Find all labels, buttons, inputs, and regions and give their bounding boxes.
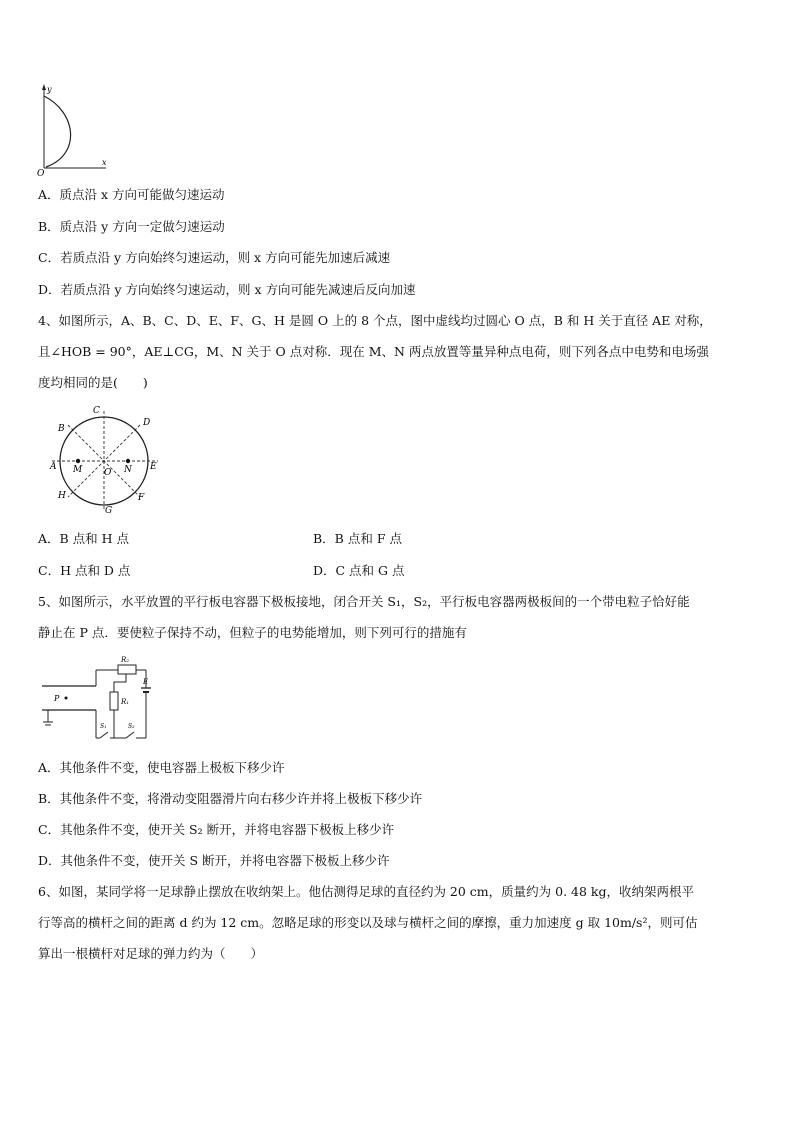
resistor-r1 <box>110 692 118 710</box>
label-e: E <box>143 678 149 686</box>
y-axis-arrow <box>42 84 46 90</box>
q4-option-c: C．H 点和 D 点 <box>38 563 131 578</box>
trajectory-figure <box>34 82 114 178</box>
label-r1: R₁ <box>121 698 130 706</box>
q5-option-c: C．其他条件不变，使开关 S₂ 断开，并将电容器下极板上移少许 <box>38 822 395 837</box>
q4-stem-line-3: 度均相同的是( ) <box>38 375 148 390</box>
point-n <box>126 459 130 463</box>
circuit-figure <box>38 652 158 748</box>
q6-stem-line-2: 行等高的横杆之间的距离 d 约为 12 cm。忽略足球的形变以及球与横杆之间的摩擦，重力加速度 g 取 10m/s²，则可估 <box>38 915 698 930</box>
label-d: D <box>143 418 151 428</box>
q4-option-a: A．B 点和 H 点 <box>38 531 130 546</box>
q6-stem-line-3: 算出一根横杆对足球的弹力约为（ ） <box>38 946 264 961</box>
q6-stem-line-1: 6、如图，某同学将一足球静止摆放在收纳架上。他估测得足球的直径约为 20 cm，质量约为 0. 48 kg，收纳架两根平 <box>38 884 694 899</box>
circle-figure <box>40 403 170 515</box>
q3-option-c: C．若质点沿 y 方向始终匀速运动，则 x 方向可能先加速后减速 <box>38 250 391 265</box>
q4-option-b: B．B 点和 F 点 <box>313 531 402 546</box>
label-p: P <box>54 694 60 703</box>
particle-p <box>65 697 68 700</box>
label-n: N <box>124 465 132 475</box>
switch-s1 <box>100 732 108 738</box>
trajectory-curve <box>44 96 71 167</box>
q4-option-d: D．C 点和 G 点 <box>313 563 405 578</box>
q5-stem-line-2: 静止在 P 点．要使粒子保持不动，但粒子的电势能增加，则下列可行的措施有 <box>38 625 467 640</box>
label-g: G <box>105 506 113 515</box>
rheostat-r2 <box>118 665 136 674</box>
q4-stem-line-2: 且∠HOB = 90°，AE⊥CG，M、N 关于 O 点对称．现在 M、N 两点放置等量异种点电荷，则下列各点中电势和电场强 <box>38 344 709 359</box>
label-m: M <box>73 465 83 475</box>
q3-option-d: D．若质点沿 y 方向始终匀速运动，则 x 方向可能先减速后反向加速 <box>38 282 416 297</box>
origin-label: O <box>37 169 45 178</box>
q5-option-d: D．其他条件不变，使开关 S 断开，并将电容器下极板上移少许 <box>38 853 390 868</box>
label-b: B <box>58 424 65 434</box>
x-axis-label: x <box>102 158 107 167</box>
label-h: H <box>58 491 66 501</box>
point-m <box>76 459 80 463</box>
q4-stem-line-1: 4、如图所示，A、B、C、D、E、F、G、H 是圆 O 上的 8 个点，图中虚线均过圆心 O 点，B 和 H 关于直径 AE 对称， <box>38 313 712 328</box>
label-o: O <box>104 468 112 478</box>
q3-option-b: B．质点沿 y 方向一定做匀速运动 <box>38 219 225 234</box>
q5-option-b: B．其他条件不变，将滑动变阻器滑片向右移少许并将上极板下移少许 <box>38 791 423 806</box>
label-s1: S₁ <box>100 723 107 730</box>
y-axis-label: y <box>47 85 52 94</box>
label-a: A <box>50 462 57 472</box>
circle-diagram <box>40 403 170 515</box>
label-r2: R₂ <box>121 656 130 664</box>
q5-option-a: A．其他条件不变，使电容器上极板下移少许 <box>38 760 285 775</box>
label-f: F <box>138 493 145 503</box>
label-s2: S₂ <box>128 723 135 730</box>
trajectory-graph <box>34 82 114 178</box>
switch-s2 <box>126 732 134 738</box>
q5-stem-line-1: 5、如图所示，水平放置的平行板电容器下极板接地，闭合开关 S₁，S₂，平行板电容器两极板间的一个带电粒子恰好能 <box>38 594 690 609</box>
circuit-diagram <box>38 652 158 748</box>
q3-option-a: A．质点沿 x 方向可能做匀速运动 <box>38 187 225 202</box>
label-e: E <box>150 462 157 472</box>
label-c: C <box>93 406 100 416</box>
